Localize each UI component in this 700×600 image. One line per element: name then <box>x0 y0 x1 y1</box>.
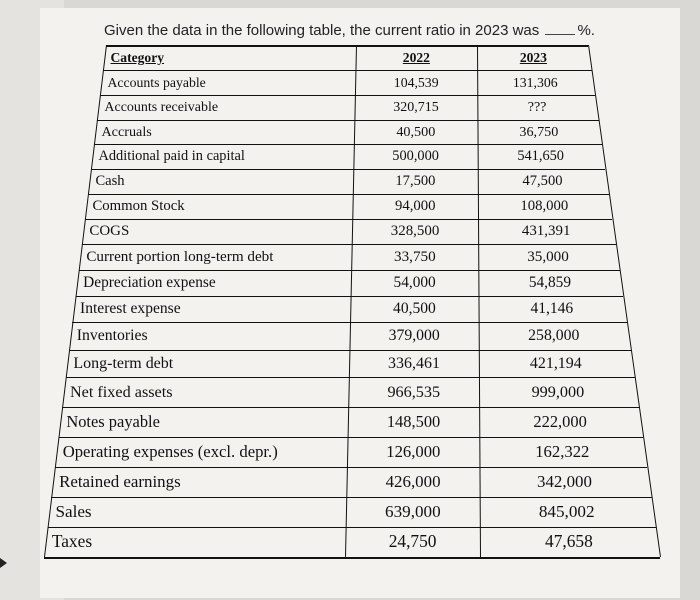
question-prompt: Given the data in the following table, the current ratio in 2023 was <box>104 22 540 39</box>
cell-2023: 108,000 <box>520 198 569 214</box>
cell-2023: 258,000 <box>528 327 580 344</box>
cell-category: Common Stock <box>92 198 185 214</box>
cell-category: Current portion long-term debt <box>86 248 274 265</box>
cell-2023: 845,002 <box>538 502 595 521</box>
cell-2023: 47,500 <box>522 173 563 189</box>
cell-2022: 966,535 <box>387 383 441 401</box>
cell-category: Retained earnings <box>59 472 181 491</box>
cell-category: Inventories <box>76 327 148 344</box>
header-category: Category <box>110 50 165 65</box>
cell-category: COGS <box>89 223 130 239</box>
cell-2023: 162,322 <box>535 442 590 461</box>
cell-category: Accounts payable <box>107 75 206 90</box>
cell-2022: 54,000 <box>393 274 436 291</box>
cell-2022: 126,000 <box>386 442 441 461</box>
cell-2023: 342,000 <box>537 472 592 491</box>
cell-category: Additional paid in capital <box>98 148 245 164</box>
cell-category: Taxes <box>51 532 93 551</box>
cell-2023: 47,658 <box>545 532 593 551</box>
cell-category: Net fixed assets <box>69 383 173 401</box>
cell-2022: 426,000 <box>385 472 441 491</box>
cell-category: Accruals <box>101 124 152 140</box>
cell-category: Interest expense <box>80 300 181 317</box>
cell-2023: 54,859 <box>528 274 572 291</box>
cell-2023: 999,000 <box>531 383 585 401</box>
cell-category: Cash <box>95 173 125 189</box>
cell-2023: 541,650 <box>517 148 564 164</box>
cell-2022: 639,000 <box>385 502 441 521</box>
header-2023: 2023 <box>519 50 547 65</box>
cell-2022: 24,750 <box>388 532 437 551</box>
cell-2022: 40,500 <box>393 300 436 317</box>
cell-2023: 131,306 <box>512 75 558 90</box>
cell-2022: 379,000 <box>388 327 440 344</box>
cell-2023: 431,391 <box>521 223 571 239</box>
cell-2023: 36,750 <box>519 124 559 140</box>
question-suffix: %. <box>577 22 595 39</box>
cell-2022: 320,715 <box>393 100 439 115</box>
cell-2023: 421,194 <box>529 355 582 372</box>
table-row-border <box>44 557 660 559</box>
cell-2022: 336,461 <box>388 355 440 372</box>
cell-2022: 17,500 <box>395 173 436 189</box>
cell-2022: 328,500 <box>390 223 440 239</box>
cell-2023: 35,000 <box>527 248 569 265</box>
cell-2022: 94,000 <box>394 198 436 214</box>
cell-category: Long-term debt <box>73 355 174 372</box>
cell-2023: 222,000 <box>533 412 587 431</box>
cell-category: Accounts receivable <box>104 100 219 115</box>
cell-category: Depreciation expense <box>83 274 216 291</box>
cell-category: Notes payable <box>66 412 160 431</box>
cell-2022: 40,500 <box>396 124 436 140</box>
cell-2023: 41,146 <box>530 300 574 317</box>
cell-2022: 148,500 <box>386 412 441 431</box>
cell-2022: 500,000 <box>392 148 439 164</box>
cell-2022: 104,539 <box>393 75 439 90</box>
header-2022: 2022 <box>402 50 430 65</box>
cell-2022: 33,750 <box>394 248 436 265</box>
cell-category: Sales <box>55 502 92 521</box>
cell-category: Operating expenses (excl. depr.) <box>62 442 278 461</box>
cell-2023: ??? <box>527 100 547 115</box>
